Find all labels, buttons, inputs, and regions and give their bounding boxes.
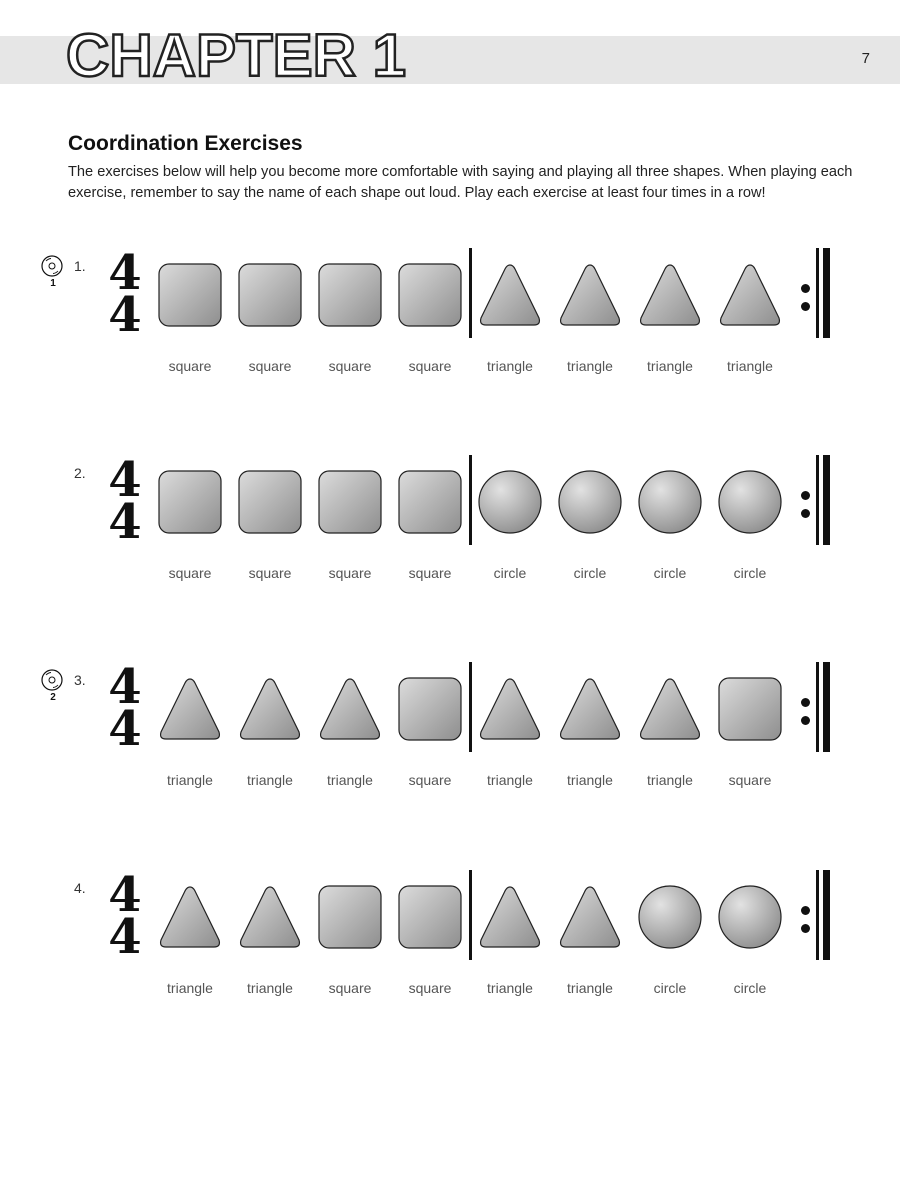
- beat-label: circle: [653, 980, 687, 996]
- repeat-barline-thin: [816, 248, 819, 338]
- circle-shape: [638, 884, 702, 950]
- beat-label: square: [408, 980, 452, 996]
- exercise-number: 4.: [74, 880, 86, 896]
- repeat-dot: [801, 716, 810, 725]
- beat-label: triangle: [567, 980, 613, 996]
- page-number: 7: [861, 50, 870, 67]
- barline: [469, 455, 472, 545]
- triangle-shape: [238, 676, 302, 742]
- square-shape: [158, 469, 222, 535]
- repeat-barline-thin: [816, 455, 819, 545]
- beat-label: square: [408, 772, 452, 788]
- beat-label: square: [728, 772, 772, 788]
- cd-track-number: 2: [50, 692, 56, 703]
- circle-shape: [558, 469, 622, 535]
- beat-label: triangle: [167, 772, 213, 788]
- circle-shape: [718, 884, 782, 950]
- time-signature-top: 4: [108, 452, 142, 508]
- triangle-shape: [558, 262, 622, 328]
- repeat-barline-thick: [823, 455, 830, 545]
- triangle-shape: [718, 262, 782, 328]
- beat-label: triangle: [567, 772, 613, 788]
- repeat-dot: [801, 924, 810, 933]
- triangle-shape: [158, 884, 222, 950]
- square-shape: [318, 262, 382, 328]
- triangle-shape: [478, 884, 542, 950]
- square-shape: [398, 262, 462, 328]
- repeat-dot: [801, 284, 810, 293]
- time-signature: [108, 867, 142, 965]
- repeat-dot: [801, 302, 810, 311]
- repeat-barline-thick: [823, 248, 830, 338]
- repeat-barline-thick: [823, 870, 830, 960]
- barline: [469, 870, 472, 960]
- repeat-dot: [801, 509, 810, 518]
- beat-label: square: [168, 565, 212, 581]
- repeat-barline-thick: [823, 662, 830, 752]
- beat-label: triangle: [327, 772, 373, 788]
- time-signature: [108, 659, 142, 757]
- repeat-barline-thin: [816, 870, 819, 960]
- beat-label: square: [408, 565, 452, 581]
- section-heading: Coordination Exercises: [68, 132, 303, 155]
- time-signature-bottom: 4: [108, 909, 142, 965]
- triangle-shape: [478, 676, 542, 742]
- beat-label: square: [248, 565, 292, 581]
- cd-track-icon: [40, 668, 66, 708]
- beat-label: circle: [653, 565, 687, 581]
- cd-track-number: 1: [50, 278, 56, 289]
- square-shape: [318, 469, 382, 535]
- square-shape: [158, 262, 222, 328]
- time-signature-bottom: 4: [108, 701, 142, 757]
- beat-label: triangle: [727, 358, 773, 374]
- repeat-dot: [801, 698, 810, 707]
- beat-label: square: [248, 358, 292, 374]
- beat-label: circle: [493, 565, 527, 581]
- barline: [469, 248, 472, 338]
- exercise-2: [0, 452, 900, 605]
- triangle-shape: [558, 676, 622, 742]
- beat-label: triangle: [567, 358, 613, 374]
- exercise-4: [0, 867, 900, 1020]
- beat-label: triangle: [647, 358, 693, 374]
- beat-label: triangle: [247, 980, 293, 996]
- circle-shape: [478, 469, 542, 535]
- beat-label: circle: [573, 565, 607, 581]
- chapter-title: CHAPTER 1: [66, 22, 407, 89]
- square-shape: [238, 262, 302, 328]
- beat-label: triangle: [647, 772, 693, 788]
- beat-label: square: [168, 358, 212, 374]
- time-signature-top: 4: [108, 659, 142, 715]
- barline: [469, 662, 472, 752]
- beat-label: triangle: [167, 980, 213, 996]
- exercise-3: [0, 659, 900, 812]
- beat-label: triangle: [487, 358, 533, 374]
- beat-label: triangle: [247, 772, 293, 788]
- time-signature-top: 4: [108, 867, 142, 923]
- intro-paragraph: The exercises below will help you become more comfortable with saying and playing all three shapes. When playing each exercise, remember to say the name of each shape out loud. Play each exercise at least four times in a row!: [68, 164, 853, 201]
- beat-label: square: [328, 980, 372, 996]
- beat-label: triangle: [487, 980, 533, 996]
- triangle-shape: [638, 262, 702, 328]
- square-shape: [398, 469, 462, 535]
- square-shape: [398, 884, 462, 950]
- triangle-shape: [478, 262, 542, 328]
- time-signature-bottom: 4: [108, 287, 142, 343]
- beat-label: square: [408, 358, 452, 374]
- time-signature-top: 4: [108, 245, 142, 301]
- repeat-dot: [801, 906, 810, 915]
- beat-label: circle: [733, 980, 767, 996]
- exercise-number: 3.: [74, 672, 86, 688]
- exercise-1: [0, 245, 900, 398]
- circle-shape: [638, 469, 702, 535]
- repeat-barline-thin: [816, 662, 819, 752]
- beat-label: triangle: [487, 772, 533, 788]
- repeat-dot: [801, 491, 810, 500]
- beat-label: square: [328, 358, 372, 374]
- time-signature: [108, 245, 142, 343]
- beat-label: circle: [733, 565, 767, 581]
- square-shape: [718, 676, 782, 742]
- triangle-shape: [238, 884, 302, 950]
- triangle-shape: [318, 676, 382, 742]
- exercise-number: 2.: [74, 465, 86, 481]
- triangle-shape: [638, 676, 702, 742]
- square-shape: [318, 884, 382, 950]
- exercise-number: 1.: [74, 258, 86, 274]
- time-signature-bottom: 4: [108, 494, 142, 550]
- cd-track-icon: [40, 254, 66, 294]
- circle-shape: [718, 469, 782, 535]
- square-shape: [238, 469, 302, 535]
- beat-label: square: [328, 565, 372, 581]
- square-shape: [398, 676, 462, 742]
- triangle-shape: [158, 676, 222, 742]
- time-signature: [108, 452, 142, 550]
- triangle-shape: [558, 884, 622, 950]
